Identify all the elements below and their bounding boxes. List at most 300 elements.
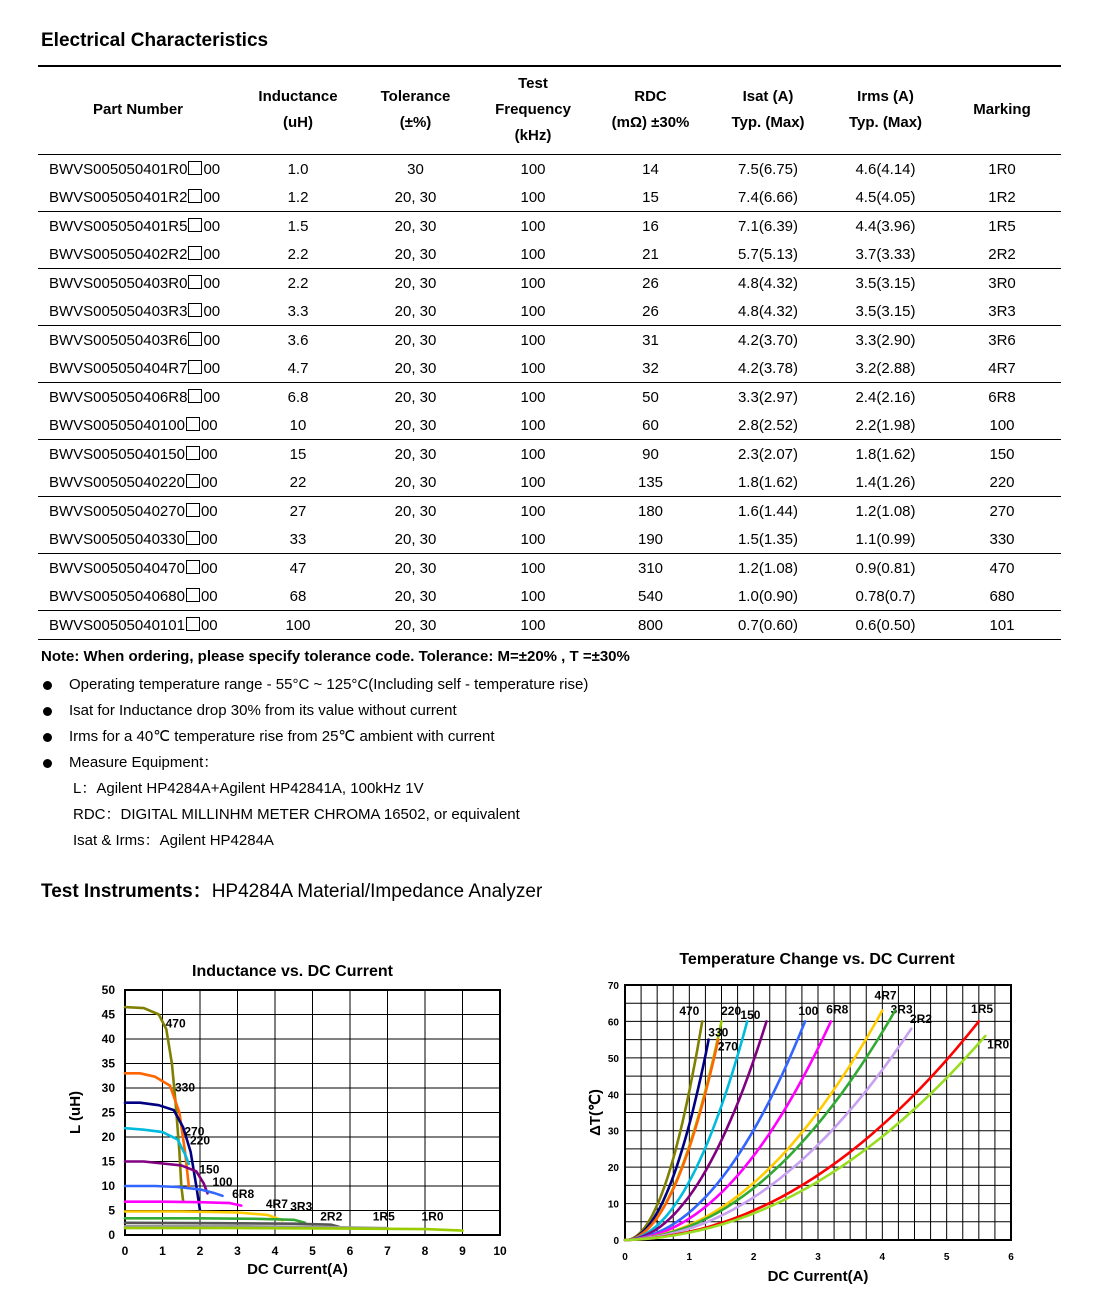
table-row xyxy=(38,440,1061,469)
part-number-prefix: BWVS005050401R0 xyxy=(49,160,188,178)
part-number-suffix: 00 xyxy=(200,502,218,520)
tolerance-cell: 20, 30 xyxy=(394,416,437,434)
irms-cell: 4.4(3.96) xyxy=(855,217,916,235)
rdc-cell: 21 xyxy=(642,245,659,263)
list-item: Isat for Inductance drop 30% from its value without current xyxy=(41,698,588,724)
isat-cell: 5.7(5.13) xyxy=(737,245,799,263)
marking-cell: 1R0 xyxy=(988,160,1016,178)
tolerance-code-box xyxy=(186,617,200,631)
rdc-cell: 800 xyxy=(637,616,664,634)
part-number-cell xyxy=(38,554,238,583)
x-tick-label: 1 xyxy=(686,1252,693,1263)
freq-cell: 100 xyxy=(520,502,546,520)
freq-cell: 100 xyxy=(520,359,546,377)
part-number-cell xyxy=(38,440,238,469)
column-header xyxy=(593,66,708,155)
irms-cell: 3.3(2.90) xyxy=(855,331,916,349)
tolerance-code-box xyxy=(186,560,200,574)
isat-cell: 1.6(1.44) xyxy=(737,502,799,520)
table-row xyxy=(38,183,1061,212)
part-number-cell xyxy=(38,411,238,440)
isat-cell: 7.1(6.39) xyxy=(737,217,799,235)
series-label: 1R0 xyxy=(987,1037,1010,1052)
column-header-text: Isat (A) xyxy=(742,88,794,105)
part-number-suffix: 00 xyxy=(200,587,218,605)
x-tick-label: 5 xyxy=(309,1244,316,1258)
part-number-prefix: BWVS005050406R8 xyxy=(49,388,188,406)
y-tick-label: 35 xyxy=(101,1056,115,1071)
y-tick-label: 40 xyxy=(101,1032,115,1046)
column-header-text: Marking xyxy=(973,101,1031,118)
part-number-prefix: BWVS00505040150 xyxy=(49,445,185,463)
x-axis-label: DC Current(A) xyxy=(247,1261,348,1278)
part-number-prefix: BWVS00505040100 xyxy=(49,416,185,434)
rdc-cell: 32 xyxy=(642,359,659,377)
y-tick-label: 5 xyxy=(108,1203,115,1218)
y-axis-label: L (uH) xyxy=(67,1090,84,1135)
series-label: 150 xyxy=(740,1008,761,1023)
isat-cell: 0.7(0.60) xyxy=(737,616,799,634)
rdc-cell: 26 xyxy=(642,302,659,320)
tolerance-cell: 20, 30 xyxy=(394,217,437,235)
rdc-cell: 31 xyxy=(642,331,659,349)
part-number-cell xyxy=(38,326,238,355)
marking-cell: 3R3 xyxy=(988,302,1016,320)
part-number-cell xyxy=(38,240,238,269)
isat-cell: 2.8(2.52) xyxy=(737,416,799,434)
ordering-note: Note: When ordering, please specify tolerance code. Tolerance: M=±20% , T =±30% xyxy=(41,648,630,665)
part-number-suffix: 00 xyxy=(203,359,221,377)
irms-cell: 2.2(1.98) xyxy=(855,416,916,434)
series-line xyxy=(125,1228,463,1231)
table-row xyxy=(38,269,1061,298)
column-header xyxy=(943,66,1061,155)
tolerance-code-box xyxy=(186,588,200,602)
rdc-cell: 90 xyxy=(642,445,659,463)
column-header-text: Typ. (Max) xyxy=(848,114,923,131)
table-row xyxy=(38,525,1061,554)
section-title: Electrical Characteristics xyxy=(41,30,269,51)
part-number-prefix: BWVS005050401R5 xyxy=(49,217,188,235)
inductance-cell: 3.6 xyxy=(287,331,309,349)
series-label: 3R3 xyxy=(290,1199,313,1214)
rdc-cell: 16 xyxy=(642,217,659,235)
y-tick-label: 70 xyxy=(607,981,619,992)
y-tick-label: 15 xyxy=(101,1154,115,1169)
table-row xyxy=(38,212,1061,241)
y-tick-label: 25 xyxy=(101,1105,115,1120)
table-row xyxy=(38,354,1061,383)
freq-cell: 100 xyxy=(520,587,546,605)
marking-cell: 101 xyxy=(989,616,1015,634)
tolerance-cell: 20, 30 xyxy=(394,616,437,634)
freq-cell: 100 xyxy=(520,616,546,634)
column-header xyxy=(38,66,238,155)
test-instruments xyxy=(41,876,542,903)
part-number-cell xyxy=(38,582,238,611)
part-number-suffix: 00 xyxy=(203,331,221,349)
table-row xyxy=(38,297,1061,326)
part-number-suffix: 00 xyxy=(203,217,221,235)
inductance-cell: 2.2 xyxy=(287,274,309,292)
isat-cell: 1.0(0.90) xyxy=(737,587,799,605)
part-number-prefix: BWVS005050404R7 xyxy=(49,359,188,377)
spec-bullet-list xyxy=(41,672,588,776)
temperature-vs-current-chart xyxy=(560,940,1080,1300)
inductance-cell: 1.5 xyxy=(287,217,309,235)
tolerance-code-box xyxy=(188,360,202,374)
y-tick-label: 30 xyxy=(607,1126,619,1138)
series-label: 220 xyxy=(189,1133,211,1148)
y-tick-label: 20 xyxy=(101,1130,115,1144)
table-header-row xyxy=(38,66,1061,155)
freq-cell: 100 xyxy=(520,388,546,406)
series-label: 330 xyxy=(174,1080,196,1095)
isat-cell: 1.2(1.08) xyxy=(737,559,799,577)
tolerance-cell: 30 xyxy=(407,160,424,178)
x-tick-label: 4 xyxy=(879,1252,886,1263)
marking-cell: 3R6 xyxy=(988,331,1016,349)
series-label: 150 xyxy=(199,1162,220,1177)
part-number-cell xyxy=(38,269,238,298)
inductance-cell: 2.2 xyxy=(287,245,309,263)
marking-cell: 680 xyxy=(989,587,1015,605)
equipment-isat-irms: Isat & Irms：Agilent HP4284A xyxy=(73,832,274,849)
marking-cell: 100 xyxy=(989,416,1015,434)
rdc-cell: 60 xyxy=(642,416,659,434)
freq-cell: 100 xyxy=(520,274,546,292)
y-tick-label: 40 xyxy=(607,1090,619,1102)
column-header-text: Part Number xyxy=(92,101,184,118)
x-tick-label: 3 xyxy=(815,1252,821,1263)
column-header-text: Irms (A) xyxy=(857,88,914,105)
part-number-suffix: 00 xyxy=(200,445,218,463)
marking-cell: 3R0 xyxy=(988,274,1016,292)
x-tick-label: 2 xyxy=(750,1252,757,1263)
part-number-suffix: 00 xyxy=(200,559,218,577)
column-header-text: (mΩ) ±30% xyxy=(611,114,690,131)
irms-cell: 0.9(0.81) xyxy=(855,559,916,577)
tolerance-code-box xyxy=(188,189,202,203)
list-item: Irms for a 40℃ temperature rise from 25℃ ambient with current xyxy=(41,724,588,750)
tolerance-cell: 20, 30 xyxy=(394,587,437,605)
irms-cell: 2.4(2.16) xyxy=(855,388,916,406)
irms-cell: 3.7(3.33) xyxy=(855,245,916,263)
inductance-cell: 1.2 xyxy=(287,188,309,206)
marking-cell: 6R8 xyxy=(988,388,1016,406)
column-header-text: (uH) xyxy=(283,114,313,131)
y-tick-label: 50 xyxy=(101,983,115,997)
electrical-characteristics-table xyxy=(38,65,1061,640)
tolerance-code-box xyxy=(188,161,202,175)
column-header-text: RDC xyxy=(634,88,667,105)
table-row xyxy=(38,155,1061,184)
inductance-cell: 27 xyxy=(289,502,307,520)
part-number-prefix: BWVS005050403R6 xyxy=(49,331,188,349)
list-item: Measure Equipment： xyxy=(41,750,588,776)
part-number-cell xyxy=(38,383,238,412)
isat-cell: 4.8(4.32) xyxy=(737,302,799,320)
column-header-text: Tolerance xyxy=(380,88,451,105)
part-number-cell xyxy=(38,611,238,640)
series-label: 100 xyxy=(798,1004,819,1019)
column-header xyxy=(238,66,358,155)
rdc-cell: 50 xyxy=(642,388,659,406)
part-number-cell xyxy=(38,155,238,184)
marking-cell: 470 xyxy=(989,559,1015,577)
freq-cell: 100 xyxy=(520,217,546,235)
marking-cell: 220 xyxy=(989,473,1015,491)
column-header-text: (kHz) xyxy=(514,127,552,144)
y-axis-label: ΔT(℃) xyxy=(587,1089,604,1136)
rdc-cell: 135 xyxy=(637,473,664,491)
freq-cell: 100 xyxy=(520,188,546,206)
irms-cell: 4.6(4.14) xyxy=(855,160,916,178)
irms-cell: 1.8(1.62) xyxy=(855,445,916,463)
rdc-cell: 14 xyxy=(642,160,659,178)
tolerance-code-box xyxy=(186,446,200,460)
inductance-cell: 3.3 xyxy=(287,302,309,320)
part-number-cell xyxy=(38,183,238,212)
table-row xyxy=(38,468,1061,497)
part-number-cell xyxy=(38,212,238,241)
test-instruments-value: HP4284A Material/Impedance Analyzer xyxy=(211,881,543,902)
inductance-cell: 6.8 xyxy=(287,388,309,406)
series-line xyxy=(125,1202,241,1206)
part-number-prefix: BWVS00505040470 xyxy=(49,559,185,577)
part-number-cell xyxy=(38,497,238,526)
part-number-cell xyxy=(38,354,238,383)
series-label: 470 xyxy=(165,1016,186,1031)
x-tick-label: 8 xyxy=(421,1244,429,1258)
part-number-suffix: 00 xyxy=(200,530,218,548)
inductance-vs-current-chart xyxy=(0,940,540,1300)
column-header xyxy=(708,66,828,155)
inductance-cell: 1.0 xyxy=(287,160,309,178)
y-tick-label: 30 xyxy=(101,1081,115,1095)
y-tick-label: 0 xyxy=(613,1236,619,1247)
table-row xyxy=(38,554,1061,583)
part-number-suffix: 00 xyxy=(203,274,221,292)
x-tick-label: 9 xyxy=(459,1244,466,1258)
irms-cell: 1.1(0.99) xyxy=(855,530,916,548)
tolerance-code-box xyxy=(188,246,202,260)
equipment-l: L：Agilent HP4284A+Agilent HP42841A, 100kHz 1V xyxy=(73,780,424,797)
isat-cell: 1.8(1.62) xyxy=(737,473,799,491)
y-tick-label: 10 xyxy=(607,1199,619,1211)
isat-cell: 4.8(4.32) xyxy=(737,274,799,292)
part-number-prefix: BWVS005050401R2 xyxy=(49,188,188,206)
inductance-cell: 68 xyxy=(289,587,307,605)
series-label: 2R2 xyxy=(909,1011,932,1026)
marking-cell: 150 xyxy=(989,445,1015,463)
irms-cell: 0.78(0.7) xyxy=(855,587,916,605)
tolerance-code-box xyxy=(186,531,200,545)
part-number-prefix: BWVS005050403R3 xyxy=(49,302,188,320)
marking-cell: 1R2 xyxy=(988,188,1016,206)
isat-cell: 1.5(1.35) xyxy=(737,530,799,548)
table-row xyxy=(38,326,1061,355)
tolerance-code-box xyxy=(188,275,202,289)
table-body xyxy=(38,155,1061,640)
part-number-suffix: 00 xyxy=(203,388,221,406)
x-tick-label: 5 xyxy=(943,1252,950,1263)
y-tick-label: 20 xyxy=(607,1163,619,1175)
x-tick-label: 6 xyxy=(346,1244,354,1258)
marking-cell: 2R2 xyxy=(988,245,1016,263)
series-label: 220 xyxy=(721,1004,742,1019)
tolerance-cell: 20, 30 xyxy=(394,302,437,320)
y-tick-label: 60 xyxy=(607,1017,619,1029)
part-number-suffix: 00 xyxy=(200,416,218,434)
table-row xyxy=(38,582,1061,611)
irms-cell: 3.5(3.15) xyxy=(855,302,916,320)
x-tick-label: 1 xyxy=(159,1244,166,1258)
column-header xyxy=(358,66,473,155)
part-number-suffix: 00 xyxy=(200,473,218,491)
y-tick-label: 0 xyxy=(108,1228,115,1242)
column-header xyxy=(473,66,593,155)
rdc-cell: 540 xyxy=(637,587,664,605)
x-tick-label: 4 xyxy=(271,1244,279,1258)
part-number-prefix: BWVS00505040330 xyxy=(49,530,185,548)
freq-cell: 100 xyxy=(520,331,546,349)
chart-title: Inductance vs. DC Current xyxy=(192,963,393,980)
y-tick-label: 45 xyxy=(101,1007,115,1022)
part-number-prefix: BWVS00505040270 xyxy=(49,502,185,520)
series-label: 6R8 xyxy=(826,1002,849,1017)
tolerance-cell: 20, 30 xyxy=(394,473,437,491)
series-label: 470 xyxy=(679,1004,700,1019)
x-axis-label: DC Current(A) xyxy=(767,1268,869,1285)
tolerance-code-box xyxy=(186,503,200,517)
equipment-rdc: RDC：DIGITAL MILLINHM METER CHROMA 16502, or equivalent xyxy=(73,806,520,823)
rdc-cell: 190 xyxy=(637,530,664,548)
series-label: 4R7 xyxy=(265,1197,288,1212)
tolerance-cell: 20, 30 xyxy=(394,331,437,349)
part-number-prefix: BWVS00505040220 xyxy=(49,473,185,491)
part-number-suffix: 00 xyxy=(203,245,221,263)
series-label: 1R0 xyxy=(421,1209,444,1224)
table-row xyxy=(38,383,1061,412)
x-tick-label: 10 xyxy=(493,1244,507,1258)
tolerance-code-box xyxy=(188,332,202,346)
marking-cell: 4R7 xyxy=(988,359,1016,377)
column-header xyxy=(828,66,943,155)
list-item: Operating temperature range - 55°C ~ 125°C(Including self - temperature rise) xyxy=(41,672,588,698)
tolerance-cell: 20, 30 xyxy=(394,559,437,577)
series-label: 3R3 xyxy=(890,1002,913,1017)
x-tick-label: 0 xyxy=(622,1252,628,1263)
irms-cell: 4.5(4.05) xyxy=(855,188,916,206)
table-row xyxy=(38,611,1061,640)
chart-title: Temperature Change vs. DC Current xyxy=(679,951,955,968)
column-header-text: Typ. (Max) xyxy=(731,114,805,131)
irms-cell: 3.5(3.15) xyxy=(855,274,916,292)
part-number-prefix: BWVS00505040680 xyxy=(49,587,185,605)
series-line xyxy=(625,1040,709,1240)
inductance-cell: 33 xyxy=(289,530,307,548)
irms-cell: 3.2(2.88) xyxy=(855,359,916,377)
series-label: 2R2 xyxy=(320,1209,343,1224)
marking-cell: 270 xyxy=(989,502,1015,520)
part-number-suffix: 00 xyxy=(203,302,221,320)
tolerance-cell: 20, 30 xyxy=(394,274,437,292)
freq-cell: 100 xyxy=(520,473,546,491)
freq-cell: 100 xyxy=(520,160,546,178)
marking-cell: 330 xyxy=(989,530,1015,548)
series-label: 330 xyxy=(708,1025,729,1040)
freq-cell: 100 xyxy=(520,445,546,463)
tolerance-cell: 20, 30 xyxy=(394,530,437,548)
series-label: 1R5 xyxy=(372,1209,395,1224)
series-label: 4R7 xyxy=(874,988,897,1003)
tolerance-cell: 20, 30 xyxy=(394,502,437,520)
series-label: 1R5 xyxy=(971,1002,994,1017)
isat-cell: 4.2(3.78) xyxy=(737,359,799,377)
part-number-cell xyxy=(38,525,238,554)
isat-cell: 2.3(2.07) xyxy=(737,445,799,463)
freq-cell: 100 xyxy=(520,559,546,577)
freq-cell: 100 xyxy=(520,302,546,320)
x-tick-label: 7 xyxy=(384,1244,391,1258)
series-label: 270 xyxy=(717,1039,738,1054)
column-header-text: (±%) xyxy=(399,114,432,131)
inductance-cell: 4.7 xyxy=(287,359,309,377)
x-tick-label: 2 xyxy=(196,1244,204,1258)
inductance-cell: 47 xyxy=(289,559,307,577)
inductance-cell: 15 xyxy=(289,445,307,463)
x-tick-label: 3 xyxy=(234,1244,241,1258)
rdc-cell: 310 xyxy=(637,559,664,577)
inductance-cell: 22 xyxy=(289,473,307,491)
y-tick-label: 10 xyxy=(101,1179,115,1193)
freq-cell: 100 xyxy=(520,245,546,263)
irms-cell: 1.4(1.26) xyxy=(855,473,916,491)
part-number-suffix: 00 xyxy=(203,188,221,206)
tolerance-cell: 20, 30 xyxy=(394,359,437,377)
inductance-cell: 100 xyxy=(285,616,311,634)
x-tick-label: 0 xyxy=(121,1244,129,1258)
tolerance-code-box xyxy=(188,389,202,403)
tolerance-cell: 20, 30 xyxy=(394,388,437,406)
series-label: 100 xyxy=(212,1175,233,1189)
test-instruments-label: Test Instruments： xyxy=(41,881,212,902)
table-row xyxy=(38,240,1061,269)
table-row xyxy=(38,497,1061,526)
freq-cell: 100 xyxy=(520,530,546,548)
tolerance-cell: 20, 30 xyxy=(394,188,437,206)
part-number-cell xyxy=(38,297,238,326)
tolerance-cell: 20, 30 xyxy=(394,245,437,263)
isat-cell: 7.5(6.75) xyxy=(737,160,799,178)
tolerance-code-box xyxy=(186,417,200,431)
irms-cell: 1.2(1.08) xyxy=(855,502,916,520)
column-header-text: Frequency xyxy=(495,101,571,118)
x-tick-label: 6 xyxy=(1008,1252,1014,1263)
rdc-cell: 180 xyxy=(637,502,664,520)
part-number-prefix: BWVS005050402R2 xyxy=(49,245,188,263)
isat-cell: 7.4(6.66) xyxy=(737,188,799,206)
column-header-text: Test xyxy=(518,75,548,92)
irms-cell: 0.6(0.50) xyxy=(855,616,916,634)
isat-cell: 4.2(3.70) xyxy=(737,331,799,349)
rdc-cell: 15 xyxy=(642,188,659,206)
part-number-cell xyxy=(38,468,238,497)
part-number-suffix: 00 xyxy=(200,616,218,634)
rdc-cell: 26 xyxy=(642,274,659,292)
y-tick-label: 50 xyxy=(607,1053,619,1065)
